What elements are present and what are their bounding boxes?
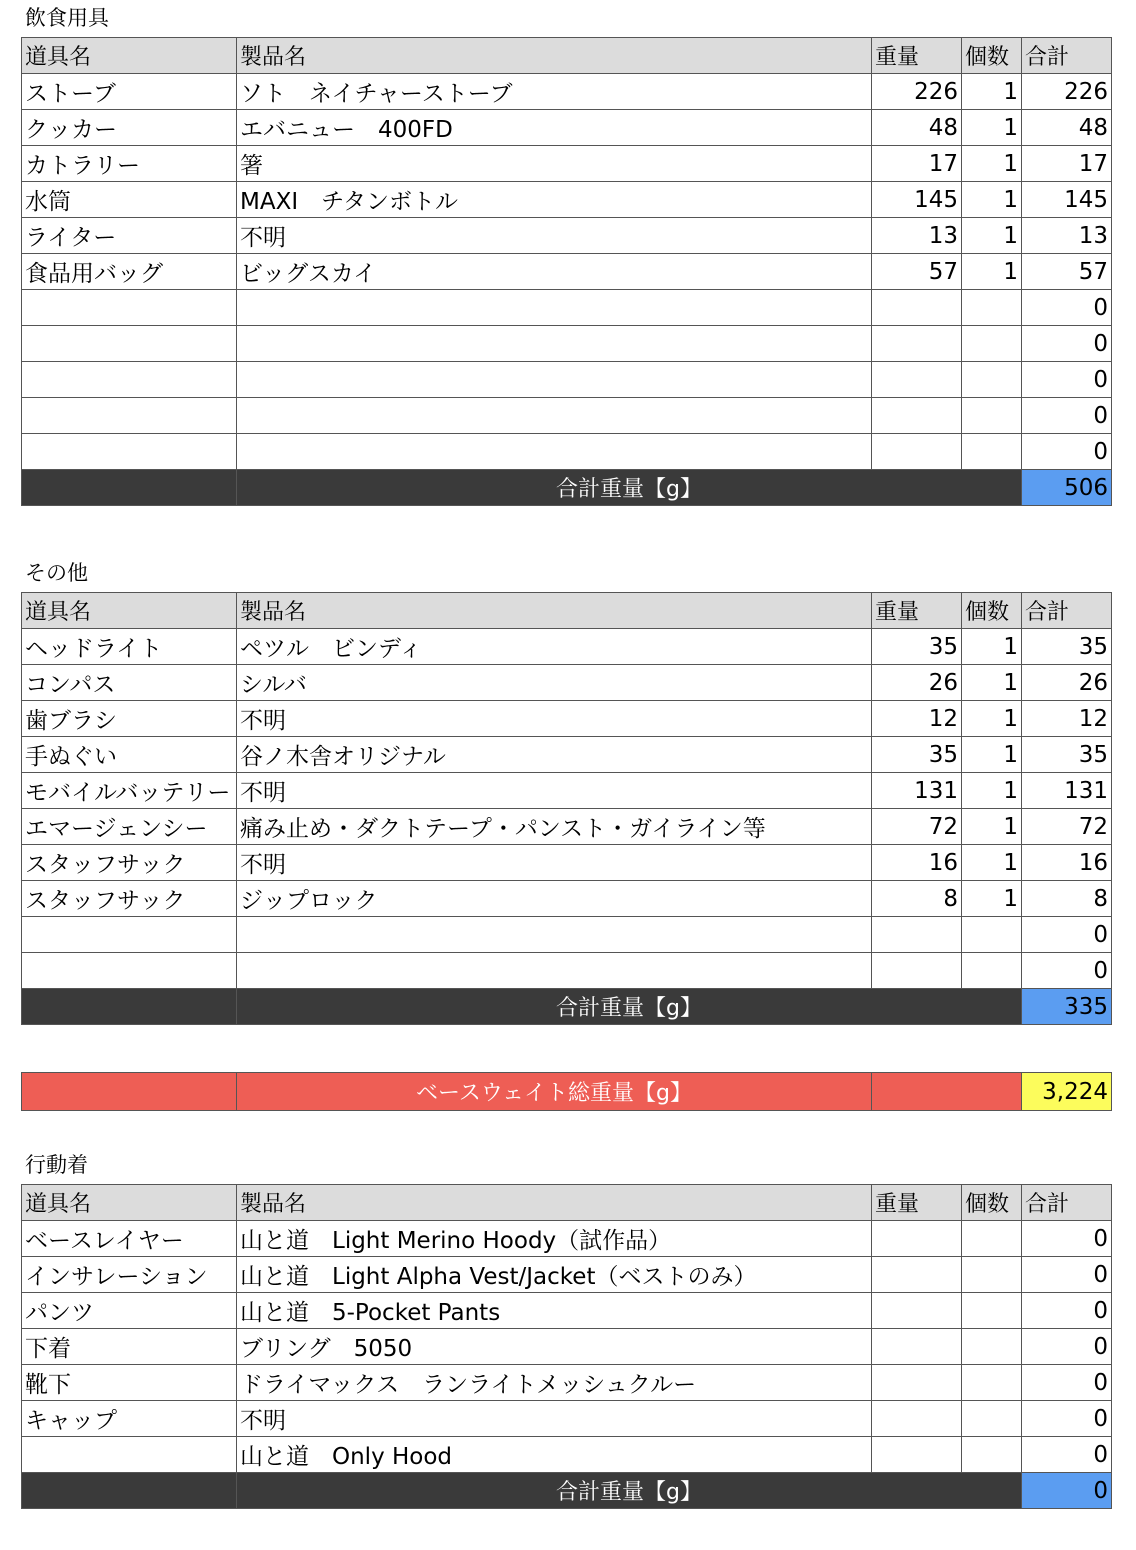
item-name-cell: スタッフサック xyxy=(22,845,237,881)
column-header: 製品名 xyxy=(237,593,872,629)
count-cell xyxy=(962,434,1022,470)
item-name-cell: スタッフサック xyxy=(22,881,237,917)
table-row xyxy=(22,1401,1112,1437)
product-name-cell: 不明 xyxy=(237,845,872,881)
weight-cell: 72 xyxy=(872,809,962,845)
weight-cell xyxy=(872,326,962,362)
weight-cell: 35 xyxy=(872,629,962,665)
item-name-cell: モバイルバッテリー xyxy=(22,773,237,809)
column-header: 個数 xyxy=(962,38,1022,74)
count-cell xyxy=(962,953,1022,989)
item-name-cell: カトラリー xyxy=(22,146,237,182)
weight-cell xyxy=(872,1329,962,1365)
item-name-cell: 水筒 xyxy=(22,182,237,218)
subtotal-cell: 0 xyxy=(1022,1365,1112,1401)
product-name-cell: MAXI チタンボトル xyxy=(237,182,872,218)
column-header: 道具名 xyxy=(22,38,237,74)
table-row xyxy=(22,110,1112,146)
weight-cell: 8 xyxy=(872,881,962,917)
item-name-cell xyxy=(22,1437,237,1473)
count-cell: 1 xyxy=(962,665,1022,701)
total-value: 506 xyxy=(1022,470,1112,506)
weight-cell xyxy=(872,362,962,398)
table-row xyxy=(22,254,1112,290)
table-row xyxy=(22,701,1112,737)
count-cell: 1 xyxy=(962,254,1022,290)
count-cell: 1 xyxy=(962,809,1022,845)
weight-cell: 145 xyxy=(872,182,962,218)
product-name-cell: 山と道 Light Merino Hoody（試作品） xyxy=(237,1221,872,1257)
subtotal-cell: 8 xyxy=(1022,881,1112,917)
subtotal-cell: 57 xyxy=(1022,254,1112,290)
subtotal-cell: 0 xyxy=(1022,290,1112,326)
table-row xyxy=(22,809,1112,845)
count-cell: 1 xyxy=(962,629,1022,665)
count-cell xyxy=(962,1257,1022,1293)
subtotal-cell: 0 xyxy=(1022,398,1112,434)
subtotal-cell: 35 xyxy=(1022,737,1112,773)
total-blank xyxy=(22,470,237,506)
product-name-cell: ソト ネイチャーストーブ xyxy=(237,74,872,110)
product-name-cell: 山と道 5-Pocket Pants xyxy=(237,1293,872,1329)
weight-cell: 48 xyxy=(872,110,962,146)
base-weight-bar xyxy=(21,1072,1112,1111)
column-header: 重量 xyxy=(872,593,962,629)
weight-cell xyxy=(872,1293,962,1329)
item-name-cell: ストーブ xyxy=(22,74,237,110)
section-title-cooking: 飲食用具 xyxy=(25,6,109,30)
subtotal-cell: 0 xyxy=(1022,1221,1112,1257)
product-name-cell: ブリング 5050 xyxy=(237,1329,872,1365)
item-name-cell: ヘッドライト xyxy=(22,629,237,665)
section-title-other: その他 xyxy=(25,561,88,585)
column-header: 合計 xyxy=(1022,1185,1112,1221)
section-title-clothing: 行動着 xyxy=(25,1153,88,1177)
subtotal-cell: 12 xyxy=(1022,701,1112,737)
item-name-cell: 靴下 xyxy=(22,1365,237,1401)
table-row xyxy=(22,629,1112,665)
subtotal-cell: 131 xyxy=(1022,773,1112,809)
weight-cell xyxy=(872,1221,962,1257)
item-name-cell: エマージェンシー xyxy=(22,809,237,845)
subtotal-cell: 13 xyxy=(1022,218,1112,254)
count-cell xyxy=(962,1329,1022,1365)
table-row xyxy=(22,290,1112,326)
product-name-cell: ペツル ビンディ xyxy=(237,629,872,665)
product-name-cell: ジップロック xyxy=(237,881,872,917)
base-weight-blank xyxy=(872,1073,1022,1111)
product-name-cell xyxy=(237,917,872,953)
count-cell xyxy=(962,326,1022,362)
product-name-cell: 不明 xyxy=(237,218,872,254)
weight-cell: 17 xyxy=(872,146,962,182)
count-cell xyxy=(962,398,1022,434)
subtotal-cell: 0 xyxy=(1022,1329,1112,1365)
item-name-cell: 下着 xyxy=(22,1329,237,1365)
item-name-cell xyxy=(22,398,237,434)
count-cell: 1 xyxy=(962,110,1022,146)
subtotal-cell: 145 xyxy=(1022,182,1112,218)
column-header: 合計 xyxy=(1022,38,1112,74)
weight-cell: 13 xyxy=(872,218,962,254)
header-row xyxy=(22,1185,1112,1221)
gear-table-cooking xyxy=(21,37,1112,506)
count-cell: 1 xyxy=(962,218,1022,254)
weight-cell: 35 xyxy=(872,737,962,773)
product-name-cell: 痛み止め・ダクトテープ・パンスト・ガイライン等 xyxy=(237,809,872,845)
table-row xyxy=(22,737,1112,773)
table-row xyxy=(22,1329,1112,1365)
total-label: 合計重量【g】 xyxy=(237,470,1022,506)
subtotal-cell: 226 xyxy=(1022,74,1112,110)
total-value: 335 xyxy=(1022,989,1112,1025)
header-row xyxy=(22,593,1112,629)
subtotal-cell: 48 xyxy=(1022,110,1112,146)
table-row xyxy=(22,362,1112,398)
subtotal-cell: 0 xyxy=(1022,1401,1112,1437)
table-row xyxy=(22,182,1112,218)
table-row xyxy=(22,917,1112,953)
column-header: 道具名 xyxy=(22,1185,237,1221)
product-name-cell xyxy=(237,362,872,398)
subtotal-cell: 0 xyxy=(1022,362,1112,398)
base-weight-label: ベースウェイト総重量【g】 xyxy=(237,1073,872,1111)
table-row xyxy=(22,881,1112,917)
table-row xyxy=(22,1293,1112,1329)
count-cell: 1 xyxy=(962,146,1022,182)
table-row xyxy=(22,1365,1112,1401)
weight-cell: 226 xyxy=(872,74,962,110)
product-name-cell xyxy=(237,290,872,326)
table-row xyxy=(22,434,1112,470)
column-header: 重量 xyxy=(872,38,962,74)
subtotal-cell: 16 xyxy=(1022,845,1112,881)
item-name-cell: キャップ xyxy=(22,1401,237,1437)
table-row xyxy=(22,218,1112,254)
count-cell: 1 xyxy=(962,182,1022,218)
item-name-cell: インサレーション xyxy=(22,1257,237,1293)
product-name-cell xyxy=(237,434,872,470)
table-row xyxy=(22,1221,1112,1257)
weight-cell: 131 xyxy=(872,773,962,809)
weight-cell: 26 xyxy=(872,665,962,701)
weight-cell xyxy=(872,290,962,326)
product-name-cell: 谷ノ木舎オリジナル xyxy=(237,737,872,773)
count-cell xyxy=(962,1401,1022,1437)
item-name-cell xyxy=(22,917,237,953)
subtotal-cell: 0 xyxy=(1022,434,1112,470)
weight-cell: 16 xyxy=(872,845,962,881)
subtotal-cell: 0 xyxy=(1022,1437,1112,1473)
column-header: 合計 xyxy=(1022,593,1112,629)
subtotal-cell: 0 xyxy=(1022,953,1112,989)
column-header: 重量 xyxy=(872,1185,962,1221)
product-name-cell: エバニュー 400FD xyxy=(237,110,872,146)
gear-table-other xyxy=(21,592,1112,1025)
count-cell xyxy=(962,362,1022,398)
column-header: 個数 xyxy=(962,1185,1022,1221)
weight-cell: 12 xyxy=(872,701,962,737)
count-cell xyxy=(962,1437,1022,1473)
subtotal-cell: 26 xyxy=(1022,665,1112,701)
subtotal-cell: 0 xyxy=(1022,917,1112,953)
gear-table-clothing xyxy=(21,1184,1112,1509)
item-name-cell: ライター xyxy=(22,218,237,254)
count-cell: 1 xyxy=(962,737,1022,773)
product-name-cell: 不明 xyxy=(237,1401,872,1437)
count-cell xyxy=(962,917,1022,953)
item-name-cell: パンツ xyxy=(22,1293,237,1329)
table-row xyxy=(22,326,1112,362)
product-name-cell xyxy=(237,326,872,362)
count-cell: 1 xyxy=(962,845,1022,881)
count-cell xyxy=(962,290,1022,326)
count-cell xyxy=(962,1293,1022,1329)
total-blank xyxy=(22,1473,237,1509)
count-cell: 1 xyxy=(962,881,1022,917)
total-row xyxy=(22,1473,1112,1509)
weight-cell xyxy=(872,1437,962,1473)
column-header: 製品名 xyxy=(237,38,872,74)
column-header: 道具名 xyxy=(22,593,237,629)
weight-cell xyxy=(872,953,962,989)
total-blank xyxy=(22,989,237,1025)
subtotal-cell: 0 xyxy=(1022,1293,1112,1329)
table-row xyxy=(22,74,1112,110)
item-name-cell: 食品用バッグ xyxy=(22,254,237,290)
weight-cell xyxy=(872,398,962,434)
header-row xyxy=(22,38,1112,74)
table-row xyxy=(22,146,1112,182)
table-row xyxy=(22,773,1112,809)
table-row xyxy=(22,953,1112,989)
total-row xyxy=(22,989,1112,1025)
product-name-cell: 箸 xyxy=(237,146,872,182)
weight-cell xyxy=(872,917,962,953)
weight-cell: 57 xyxy=(872,254,962,290)
table-row xyxy=(22,1257,1112,1293)
weight-cell xyxy=(872,434,962,470)
product-name-cell: 山と道 Only Hood xyxy=(237,1437,872,1473)
product-name-cell: ビッグスカイ xyxy=(237,254,872,290)
item-name-cell: 歯ブラシ xyxy=(22,701,237,737)
total-label: 合計重量【g】 xyxy=(237,989,1022,1025)
subtotal-cell: 35 xyxy=(1022,629,1112,665)
column-header: 製品名 xyxy=(237,1185,872,1221)
subtotal-cell: 72 xyxy=(1022,809,1112,845)
subtotal-cell: 0 xyxy=(1022,326,1112,362)
count-cell: 1 xyxy=(962,701,1022,737)
product-name-cell: シルバ xyxy=(237,665,872,701)
total-row xyxy=(22,470,1112,506)
item-name-cell: コンパス xyxy=(22,665,237,701)
total-value: 0 xyxy=(1022,1473,1112,1509)
table-row xyxy=(22,398,1112,434)
product-name-cell: 不明 xyxy=(237,701,872,737)
product-name-cell xyxy=(237,398,872,434)
item-name-cell: ベースレイヤー xyxy=(22,1221,237,1257)
base-weight-blank xyxy=(22,1073,237,1111)
product-name-cell: 山と道 Light Alpha Vest/Jacket（ベストのみ） xyxy=(237,1257,872,1293)
count-cell: 1 xyxy=(962,773,1022,809)
column-header: 個数 xyxy=(962,593,1022,629)
total-label: 合計重量【g】 xyxy=(237,1473,1022,1509)
subtotal-cell: 17 xyxy=(1022,146,1112,182)
weight-cell xyxy=(872,1257,962,1293)
product-name-cell: ドライマックス ランライトメッシュクルー xyxy=(237,1365,872,1401)
item-name-cell xyxy=(22,434,237,470)
product-name-cell xyxy=(237,953,872,989)
table-row xyxy=(22,845,1112,881)
weight-cell xyxy=(872,1401,962,1437)
item-name-cell: 手ぬぐい xyxy=(22,737,237,773)
item-name-cell xyxy=(22,953,237,989)
item-name-cell xyxy=(22,290,237,326)
item-name-cell xyxy=(22,326,237,362)
count-cell xyxy=(962,1221,1022,1257)
base-weight-value: 3,224 xyxy=(1022,1073,1112,1111)
item-name-cell: クッカー xyxy=(22,110,237,146)
table-row xyxy=(22,1437,1112,1473)
subtotal-cell: 0 xyxy=(1022,1257,1112,1293)
item-name-cell xyxy=(22,362,237,398)
count-cell: 1 xyxy=(962,74,1022,110)
table-row xyxy=(22,665,1112,701)
product-name-cell: 不明 xyxy=(237,773,872,809)
count-cell xyxy=(962,1365,1022,1401)
weight-cell xyxy=(872,1365,962,1401)
